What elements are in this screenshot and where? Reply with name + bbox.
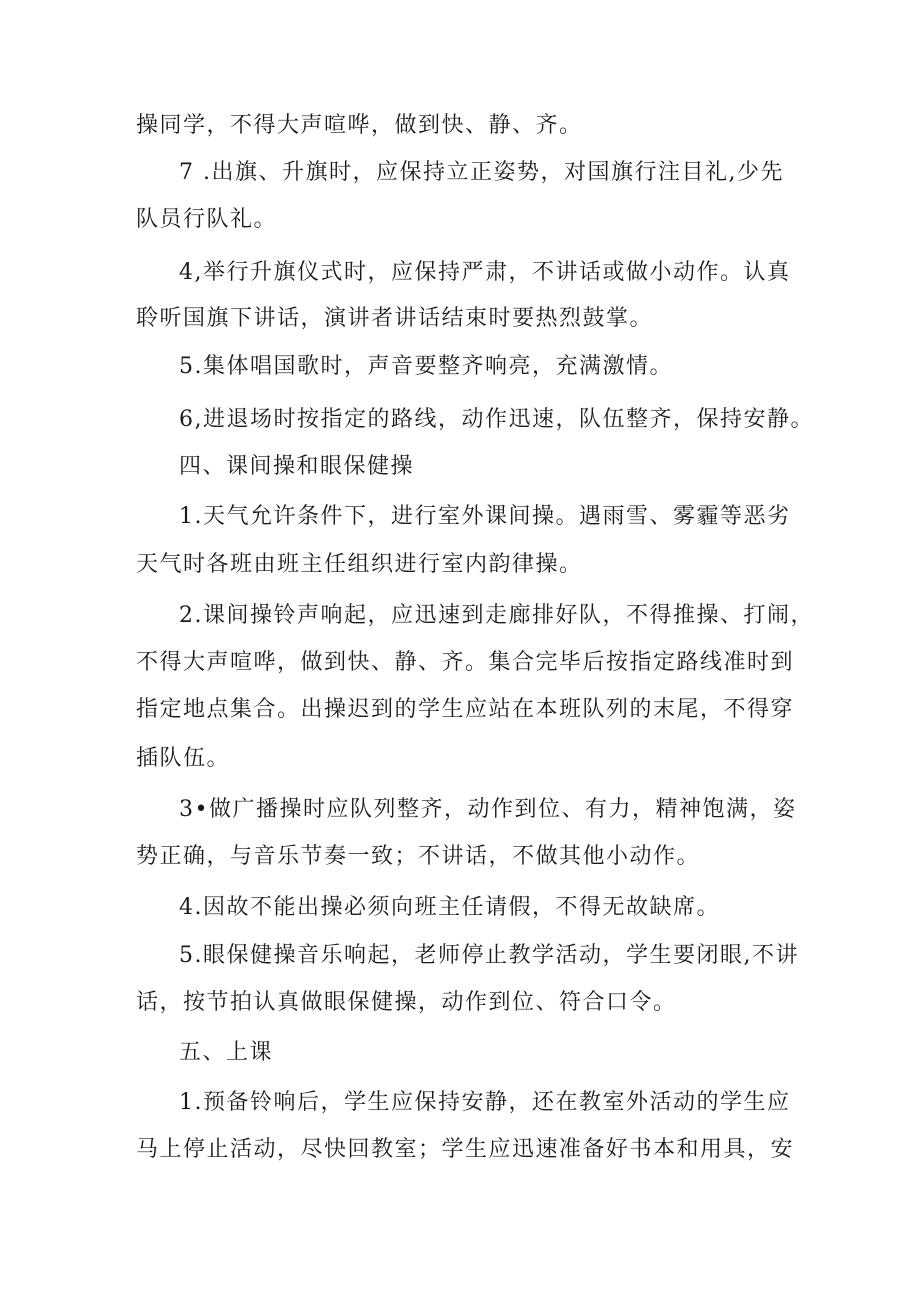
text-line: 1.预备铃响后，学生应保持安静，还在教室外活动的学生应 (179, 1090, 791, 1115)
text-line: 5.集体唱国歌时，声音要整齐响亮，充满激情。 (179, 354, 673, 379)
text-line: 马上停止活动，尽快回教室；学生应迅速准备好书本和用具，安 (136, 1137, 795, 1162)
text-line: 插队伍。 (136, 746, 231, 771)
text-line: 3•做广播操时应队列整齐，动作到位、有力，精神饱满，姿 (179, 797, 797, 822)
text-line: 话，按节拍认真做眼保健操，动作到位、符合口令。 (136, 990, 677, 1015)
text-line: 操同学，不得大声喧哗，做到快、静、齐。 (136, 113, 583, 138)
text-line: 6,进退场时按指定的路线，动作迅速，队伍整齐，保持安静。 (179, 407, 814, 432)
text-line: 不得大声喧哗，做到快、静、齐。集合完毕后按指定路线准时到 (136, 650, 795, 675)
text-line: 天气时各班由班主任组织进行室内韵律操。 (136, 552, 583, 577)
text-line: 指定地点集合。出操迟到的学生应站在本班队列的末尾，不得穿 (136, 697, 795, 722)
text-line: 4.因故不能出操必须向班主任请假，不得无故缺席。 (179, 895, 720, 920)
text-line: 2.课间操铃声响起，应迅速到走廊排好队，不得推操、打闹， (179, 603, 814, 628)
text-line: 聆听国旗下讲话，演讲者讲话结束时要热烈鼓掌。 (136, 306, 654, 331)
text-line: 势正确，与音乐节奏一致；不讲话，不做其他小动作。 (136, 844, 701, 869)
text-line: 7 .出旗、升旗时，应保持立正姿势，对国旗行注目礼,少先 (179, 160, 784, 185)
text-line: 1.天气允许条件下，进行室外课间操。遇雨雪、雾霾等恶劣 (179, 504, 791, 529)
text-line: 队员行队礼。 (136, 207, 278, 232)
text-line: 5.眼保健操音乐响起，老师停止教学活动，学生要闭眼,不讲 (179, 943, 799, 968)
section-heading: 四、课间操和眼保健操 (179, 454, 415, 479)
text-line: 4,举行升旗仪式时，应保持严肃，不讲话或做小动作。认真 (179, 260, 791, 285)
section-heading: 五、上课 (179, 1040, 274, 1065)
